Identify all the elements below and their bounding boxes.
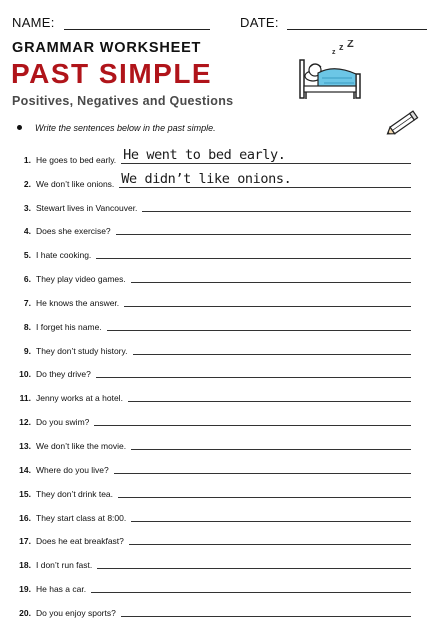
item-sentence: Jenny works at a hotel. — [36, 393, 123, 404]
topic-title: PAST SIMPLE — [11, 58, 213, 89]
svg-text:z: z — [339, 42, 344, 52]
item-sentence: They don’t study history. — [36, 345, 128, 356]
date-field[interactable] — [287, 29, 427, 30]
name-field[interactable] — [64, 29, 210, 30]
item-sentence: He knows the answer. — [36, 297, 120, 308]
exercise-item — [0, 192, 438, 216]
exercise-item — [0, 144, 438, 168]
item-sentence: Stewart lives in Vancouver. — [36, 202, 138, 213]
answer-line[interactable] — [121, 598, 411, 617]
item-number: 5. — [23, 250, 31, 261]
answer-line[interactable] — [133, 336, 412, 355]
handwritten-answer: We didn’t like onions. — [121, 170, 292, 187]
item-sentence: They start class at 8:00. — [36, 512, 127, 523]
item-number: 16. — [19, 512, 31, 523]
answer-line[interactable] — [114, 455, 411, 474]
item-number: 8. — [23, 321, 31, 332]
svg-text:Z: Z — [347, 40, 354, 50]
item-number: 18. — [19, 560, 31, 571]
item-number: 4. — [23, 226, 31, 237]
item-number: 6. — [23, 274, 31, 285]
worksheet-title: GRAMMAR WORKSHEET — [12, 40, 202, 56]
item-number: 7. — [23, 297, 31, 308]
exercise-item — [0, 430, 438, 454]
item-number: 2. — [23, 178, 31, 189]
item-sentence: We don’t like onions. — [36, 178, 115, 189]
exercise-item — [0, 526, 438, 550]
name-label: NAME: — [12, 15, 55, 30]
item-sentence: Does she exercise? — [36, 226, 111, 237]
header — [12, 15, 426, 35]
answer-line[interactable] — [97, 550, 411, 569]
item-sentence: I don’t run fast. — [36, 560, 93, 571]
answer-line[interactable] — [121, 145, 411, 164]
item-number: 11. — [19, 393, 31, 404]
exercise-item — [0, 168, 438, 192]
answer-line[interactable] — [131, 503, 411, 522]
instruction-text: Write the sentences below in the past simple. — [35, 123, 216, 133]
answer-line[interactable] — [96, 240, 411, 259]
item-sentence: Do you swim? — [36, 417, 90, 428]
item-number: 12. — [19, 417, 31, 428]
pencil-icon — [384, 108, 422, 138]
item-sentence: I forget his name. — [36, 321, 102, 332]
answer-line[interactable] — [131, 264, 411, 283]
item-sentence: Do they drive? — [36, 369, 91, 380]
exercise-item — [0, 406, 438, 430]
exercise-item — [0, 311, 438, 335]
exercise-item — [0, 597, 438, 621]
svg-text:z: z — [332, 49, 336, 56]
item-number: 10. — [19, 369, 31, 380]
answer-line[interactable] — [131, 431, 411, 450]
exercise-item — [0, 216, 438, 240]
item-number: 15. — [19, 488, 31, 499]
answer-line[interactable] — [94, 407, 411, 426]
item-number: 9. — [23, 345, 31, 356]
answer-line[interactable] — [96, 359, 411, 378]
item-number: 13. — [19, 440, 31, 451]
item-sentence: He goes to bed early. — [36, 154, 117, 165]
item-sentence: Do you enjoy sports? — [36, 607, 116, 618]
exercise-item — [0, 573, 438, 597]
exercise-item — [0, 549, 438, 573]
item-number: 20. — [19, 607, 31, 618]
item-sentence: Where do you live? — [36, 464, 109, 475]
item-number: 1. — [23, 154, 31, 165]
item-number: 17. — [19, 536, 31, 547]
exercise-item — [0, 359, 438, 383]
answer-line[interactable] — [124, 288, 411, 307]
answer-line[interactable] — [118, 479, 411, 498]
item-sentence: They don’t drink tea. — [36, 488, 114, 499]
subtitle: Positives, Negatives and Questions — [12, 94, 234, 108]
item-number: 19. — [19, 584, 31, 595]
exercise-item — [0, 454, 438, 478]
exercise-item — [0, 263, 438, 287]
date-label: DATE: — [240, 15, 279, 30]
answer-line[interactable] — [116, 216, 411, 235]
answer-line[interactable] — [107, 312, 411, 331]
answer-line[interactable] — [129, 526, 411, 545]
item-sentence: He has a car. — [36, 584, 87, 595]
answer-line[interactable] — [142, 193, 411, 212]
answer-line[interactable] — [119, 169, 411, 188]
handwritten-answer: He went to bed early. — [123, 146, 286, 163]
bullet-icon — [17, 125, 22, 130]
item-number: 3. — [23, 202, 31, 213]
item-sentence: They play video games. — [36, 274, 126, 285]
exercise-item — [0, 335, 438, 359]
exercise-item — [0, 239, 438, 263]
answer-line[interactable] — [91, 574, 411, 593]
item-sentence: Does he eat breakfast? — [36, 536, 124, 547]
sleeping-in-bed-icon — [298, 40, 364, 102]
exercise-item — [0, 478, 438, 502]
item-sentence: We don’t like the movie. — [36, 440, 127, 451]
item-number: 14. — [19, 464, 31, 475]
answer-line[interactable] — [128, 383, 411, 402]
exercise-list — [0, 144, 438, 621]
instructions — [17, 123, 216, 133]
item-sentence: I hate cooking. — [36, 250, 92, 261]
exercise-item — [0, 502, 438, 526]
exercise-item — [0, 287, 438, 311]
exercise-item — [0, 382, 438, 406]
